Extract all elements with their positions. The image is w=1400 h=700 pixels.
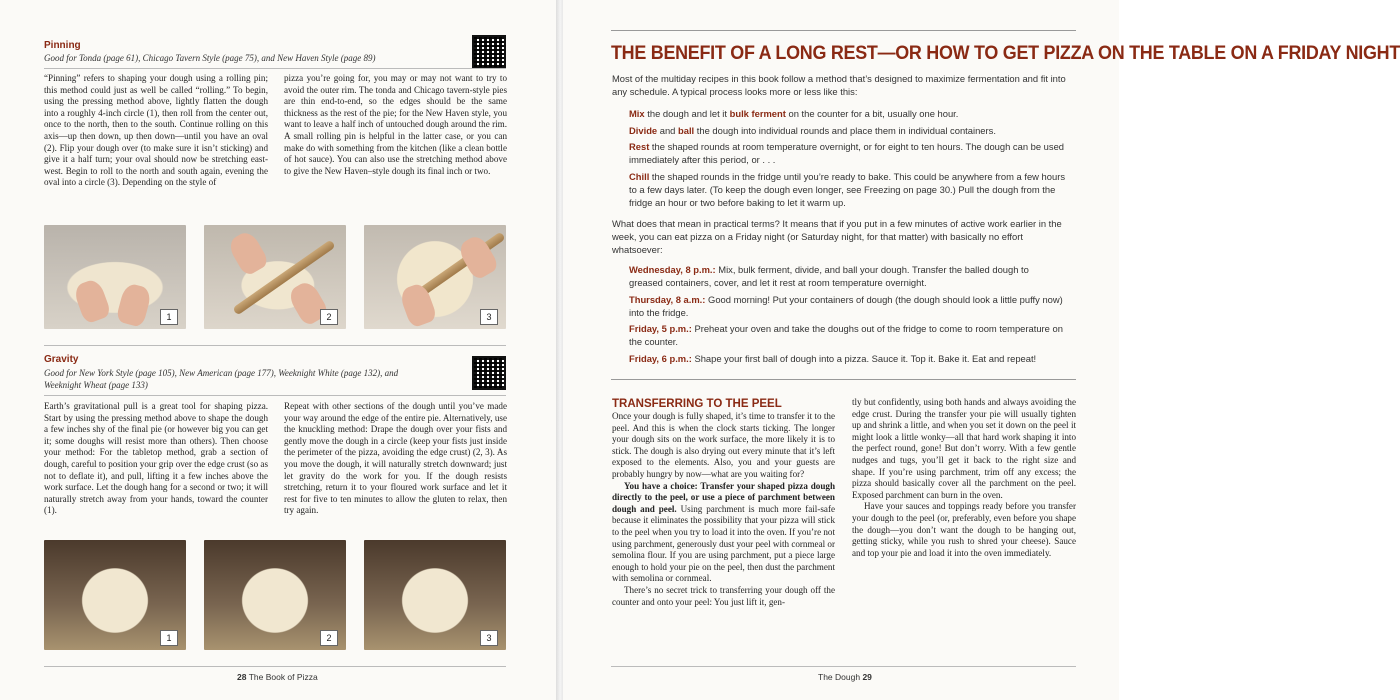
pinning-heading: Pinning (44, 40, 81, 51)
footer-rule (44, 666, 506, 667)
footer-right (818, 672, 872, 682)
step-divide: Divide and ball the dough into individual rounds and place them in individual containers. (629, 125, 996, 136)
gravity-photo-3 (364, 540, 506, 650)
divider (44, 68, 506, 69)
left-page (0, 0, 556, 700)
photo-number: 3 (480, 309, 498, 325)
step-chill: Chill the shaped rounds in the fridge until you’re ready to bake. This could be anywhere from a few hours to a few days later. (To keep the dough even longer, see Freezing on page 30.) Pull the dough from the fridge an hour or two before baking to let it warm up. (629, 171, 1066, 208)
footer-left (237, 672, 318, 682)
intro-paragraph: Most of the multiday recipes in this book follow a method that’s designed to maximize fermentation and fit into any schedule. A typical process looks more or less like this: (612, 73, 1066, 97)
divider (44, 345, 506, 346)
pinning-photo-1 (44, 225, 186, 329)
gravity-col-1: Earth’s gravitational pull is a great tool for shaping pizza. Start by using the pressing method above to shape the dough a few inches shy of the final pie (or however big you can get it; some doughs will resist more than others). Then choose your method: For the tabletop method, grab a section of dough, careful to position your grip over the edge crust (so as not to deflate it), and pull, lifting it a few inches above the work surface. Let the dough hang for a second or two; it will naturally stretch away from your hands, toward the counter (1). (44, 401, 268, 516)
step-rest: Rest the shaped rounds at room temperature overnight, or for eight to ten hours. The dough can be used immediately after this period, or . . . (629, 141, 1065, 165)
peel-col-2: tly but confidently, using both hands and always avoiding the edge crust. During the transfer your pie will usually tighten up and shrink a little, and when you set it down on the peel it might look a little wonky—all that hard work shaping it into the perfect round, gone! But don’t worry. With a few gentle nudges and tugs, you’ll get it back to the right size and shape. If you’re using parchment, trim off any excess; the pizza should basically cover all the parchment on the peel. Exposed parchment can burn in the oven. Have your sauces and toppings ready before you transfer your dough to the peel (or, preferably, even before you shape the dough—you don’t want the dough to be hanging out, getting sticky, while you rush to shred your cheese). Sauce and top your pie and load it into the oven immediately. (852, 397, 1076, 558)
photo-number: 3 (480, 630, 498, 646)
qr-code-icon (472, 356, 506, 390)
gravity-col-2: Repeat with other sections of the dough until you’ve made your way around the edge of the entire pie. Alternatively, use the knuckling method: Drape the dough over your fists and gently move the dough in a circle (keep your fists just inside the perimeter of the pizza, avoiding the edge crust) (2, 3). As you move the dough, it will naturally stretch downward; just let gravity do the work for you. If the dough resists stretching, return it to your floured work surface and let it rest for five to ten minutes to allow the gluten to relax, then try again. (284, 401, 507, 516)
footer-rule (611, 666, 1076, 667)
gutter (556, 0, 563, 700)
page-number: 29 (862, 672, 872, 682)
photo-number: 2 (320, 309, 338, 325)
schedule-wednesday: Wednesday, 8 p.m.: Mix, bulk ferment, divide, and ball your dough. Transfer the balled dough to greased containers, cover, and let it rest at room temperature overnight. (629, 264, 1029, 288)
divider (611, 30, 1076, 31)
photo-number: 2 (320, 630, 338, 646)
qr-code-icon (472, 35, 506, 69)
page-number: 28 (237, 672, 247, 682)
pinning-col-2: pizza you’re going for, you may or may not want to try to avoid the outer rim. The tonda and Chicago tavern-style pies are thin end-to-end, so the edges should be the same thickness as the rest of the pie; for the New Haven style, you want to leave a half inch of untouched dough around the rim. A small rolling pin is helpful in the latter case, or you can make do with something from the kitchen (like a clean bottle of hot sauce). You can also use the stretching method above to give the New Haven–style dough its final inch or two. (284, 73, 507, 176)
gravity-subtitle: Good for New York Style (page 105), New American (page 177), Weeknight White (page 132), and Weeknight Wheat (page 133) (44, 368, 399, 390)
schedule-friday-6pm: Friday, 6 p.m.: Shape your first ball of dough into a pizza. Sauce it. Top it. Bake it. Eat and repeat! (629, 353, 1037, 364)
pinning-subtitle: Good for Tonda (page 61), Chicago Tavern Style (page 75), and New Haven Style (page 89) (44, 53, 376, 63)
middle-paragraph: What does that mean in practical terms? It means that if you put in a few minutes of active work earlier in the week, you can eat pizza on a Friday night (or Saturday night, for that matter) with basically no effort whatsoever: (612, 218, 1062, 255)
section-title: The Dough (818, 672, 861, 682)
peel-col-1: Once your dough is fully shaped, it’s time to transfer it to the peel. And this is when the clock starts ticking. The longer your dough sits on the work surface, the more likely it is to stick. The dough is also drying out every minute that it’s left exposed to the elements. Also, you and your guests are probably hungry by now—what are you waiting for? You have a choice: Transfer your shaped pizza dough directly to the peel, or use a piece of parchment between dough and peel. Using parchment is much more fail-safe because it eliminates the possibility that your pizza will stick to the peel when you try to load it into the oven. If you’re not using parchment, generously dust your peel with cornmeal or semolina flour. If you are using parchment, put a piece large enough to hold your pie on the peel, then dust the parchment with semolina or cornmeal. There’s no secret trick to transferring your dough off the counter and onto your peel: You just lift it, gen- (612, 411, 836, 607)
pinning-col-1: “Pinning” refers to shaping your dough using a rolling pin; this method could just as well be called “rolling.” To begin, using the pressing method above, lightly flatten the dough into a roughly 4-inch circle (1), then roll from the center out, once to the north, then to the south. Continue rolling on this axis—up then down, up then down—until you have an oval (2). Flip your dough over (to make sure it isn’t sticking) and give it a half turn; your oval should now be stretching east-west. Begin to roll to the north and south again, evening the oval into a circle (3). Depending on the style of (44, 73, 268, 188)
schedule-friday-5pm: Friday, 5 p.m.: Preheat your oven and take the doughs out of the fridge to come to room temperature on the counter. (629, 323, 1063, 347)
pinning-photo-2 (204, 225, 346, 329)
divider (44, 395, 506, 396)
page-title: THE BENEFIT OF A LONG REST—OR HOW TO GET PIZZA ON THE TABLE ON A FRIDAY NIGHT (611, 42, 1400, 64)
step-mix: Mix the dough and let it bulk ferment on the counter for a bit, usually one hour. (629, 108, 959, 119)
gravity-photo-1 (44, 540, 186, 650)
photo-number: 1 (160, 630, 178, 646)
divider (611, 379, 1076, 380)
gravity-photo-2 (204, 540, 346, 650)
pinning-photo-3 (364, 225, 506, 329)
gravity-heading: Gravity (44, 354, 79, 365)
photo-number: 1 (160, 309, 178, 325)
book-title: The Book of Pizza (248, 672, 318, 682)
schedule-thursday: Thursday, 8 a.m.: Good morning! Put your containers of dough (the dough should look a little puffy now) into the fridge. (629, 294, 1063, 318)
peel-heading: TRANSFERRING TO THE PEEL (612, 398, 782, 410)
